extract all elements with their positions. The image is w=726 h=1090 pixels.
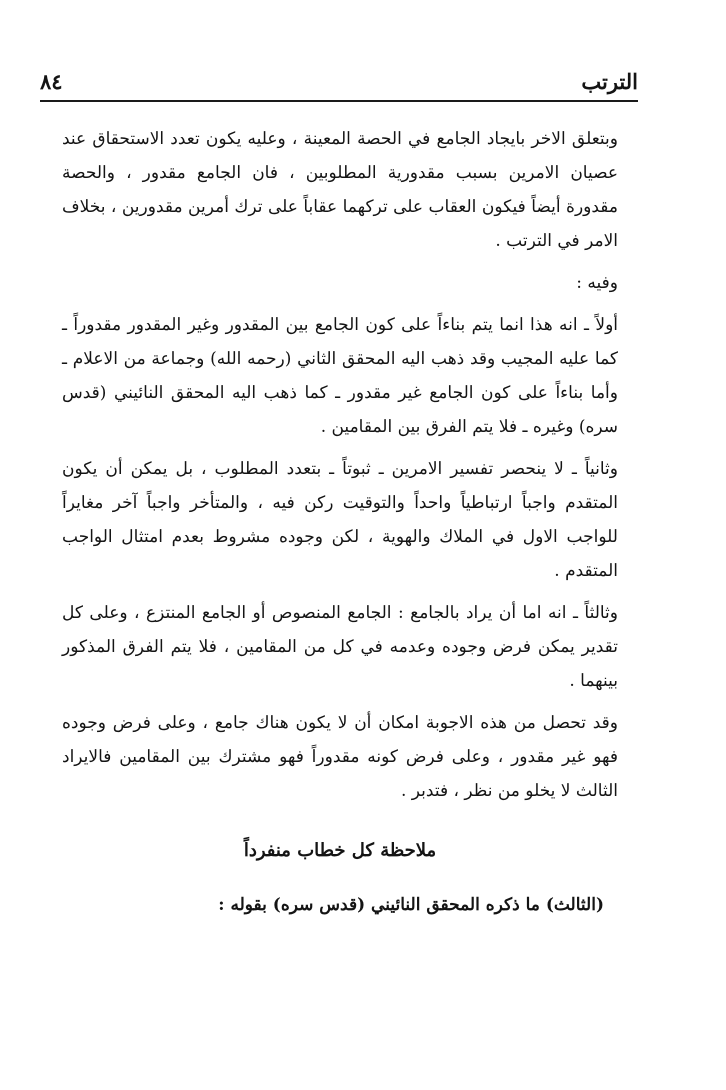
running-header <box>40 62 638 100</box>
item-line: (الثالث) ما ذكره المحقق النائيني (قدس سره) بقوله : <box>218 895 604 915</box>
paragraph: وثالثاً ـ انه اما أن يراد بالجامع : الجامع المنصوص أو الجامع المنتزع ، وعلى كل تقدير يمكن فرض وجوده وعدمه في كل من المقامين ، فلا يتم الفرق المذكور بينهما . <box>62 603 618 691</box>
header-rule <box>40 100 638 102</box>
section-heading: ملاحظة كل خطاب منفرداً <box>243 840 437 861</box>
paragraph: أولاً ـ انه هذا انما يتم بناءاً على كون الجامع بين المقدور وغير المقدور مقدوراً ـ كما عليه المجيب وقد ذهب اليه المحقق الثاني (رحمه الله) وجماعة من الاعلام ـ وأما بناءاً على كون الجامع غير مقدور ـ كما ذهب اليه المحقق النائيني (قدس سره) وغيره ـ فلا يتم الفرق بين المقامين . <box>62 315 618 437</box>
page-body <box>62 122 618 922</box>
paragraph: وبتعلق الاخر بايجاد الجامع في الحصة المعينة ، وعليه يكون تعدد الاستحقاق عند عصيان الامرين بسبب مقدورية المطلوبين ، فان الجامع مقدور ، والحصة مقدورة أيضاً فيكون العقاب على تركهما عقاباً على ترك أمرين مقدورين ، بخلاف الامر في الترتب . <box>62 129 618 251</box>
page-number: ٨٤ <box>40 68 63 94</box>
paragraph: وفيه : <box>576 273 618 293</box>
paragraph: وثانياً ـ لا ينحصر تفسير الامرين ـ ثبوتاً ـ بتعدد المطلوب ، بل يمكن أن يكون المتقدم واجباً ارتباطياً واحداً والتوقيت ركن فيه ، والمتأخر واجباً آخر مغايراً للواجب الاول في الملاك والهوية ، لكن وجوده مشروط بعدم امتثال الواجب المتقدم . <box>62 459 618 581</box>
paragraph: وقد تحصل من هذه الاجوبة امكان أن لا يكون هناك جامع ، وعلى فرض وجوده فهو غير مقدور ، وعلى فرض كونه مقدوراً فهو مشترك بين المقامين فالايراد الثالث لا يخلو من نظر ، فتدبر . <box>62 713 618 801</box>
running-title: الترتب <box>581 68 638 94</box>
